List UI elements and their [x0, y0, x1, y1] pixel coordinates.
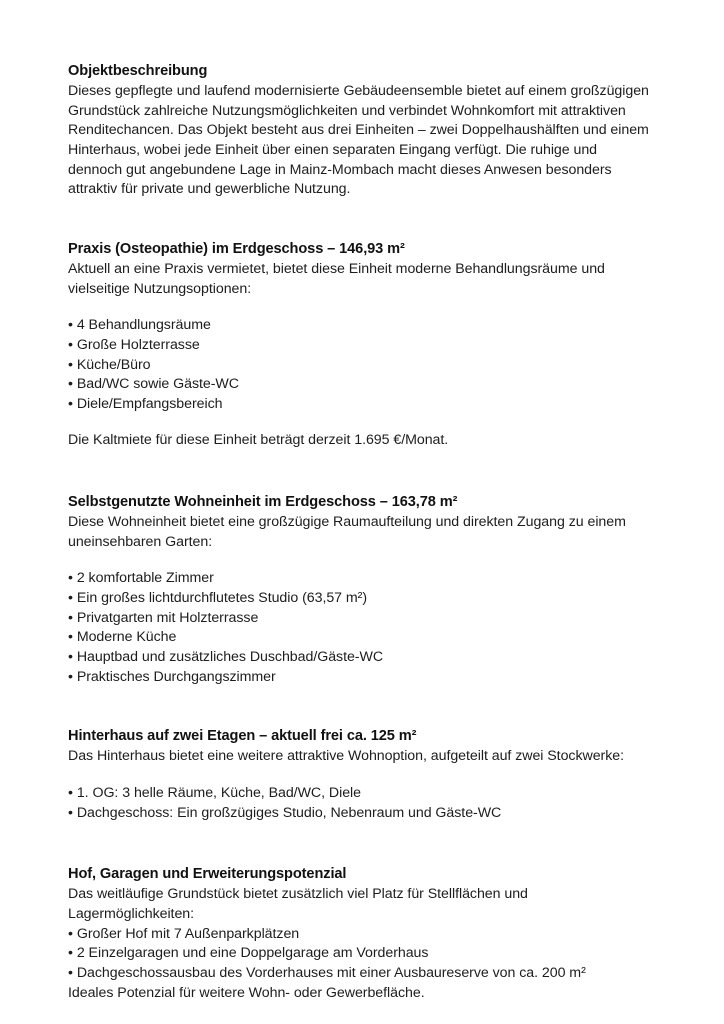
list-item-label: Großer Hof mit 7 Außenparkplätzen — [76, 925, 300, 942]
bullet-icon: • — [68, 804, 73, 821]
spacer — [68, 552, 650, 569]
list-item-label: Dachgeschoss: Ein großzügiges Studio, Nebenraum und Gäste-WC — [76, 804, 502, 821]
section-heading: Hof, Garagen und Erweiterungspotenzial — [68, 866, 347, 883]
section-paragraph: Aktuell an eine Praxis vermietet, bietet diese Einheit moderne Behandlungsräume und vielseitige Nutzungsoptionen: — [68, 260, 605, 297]
list-item — [68, 356, 650, 376]
section-heading: Selbstgenutzte Wohneinheit im Erdgeschoss – 163,78 m² — [68, 494, 458, 511]
list-item — [68, 925, 650, 945]
spacer — [68, 414, 650, 431]
feature-list — [68, 925, 650, 984]
bullet-icon: • — [68, 356, 73, 373]
bullet-icon: • — [68, 336, 73, 353]
bullet-icon: • — [68, 570, 73, 587]
section-paragraph: Das weitläufige Grundstück bietet zusätzlich viel Platz für Stellflächen und Lagermöglichkeiten: — [68, 886, 528, 922]
bullet-icon: • — [68, 964, 73, 981]
list-item — [68, 375, 650, 395]
section-praxis-osteopathie — [68, 240, 650, 451]
feature-list — [68, 784, 650, 823]
spacer — [68, 767, 650, 784]
list-item — [68, 336, 650, 356]
list-item — [68, 964, 650, 984]
bullet-icon: • — [68, 317, 73, 334]
list-item — [68, 628, 650, 648]
list-item-label: Hauptbad und zusätzliches Duschbad/Gäste-WC — [76, 649, 384, 666]
list-item — [68, 395, 650, 415]
list-item-label: Dachgeschossausbau des Vorderhauses mit einer Ausbaureserve von ca. 200 m² — [76, 964, 586, 981]
bullet-icon: • — [68, 945, 73, 962]
list-item — [68, 316, 650, 336]
list-item — [68, 784, 650, 804]
list-item-label: 4 Behandlungsräume — [76, 317, 211, 334]
list-item-label: Privatgarten mit Holzterrasse — [76, 609, 259, 626]
list-item-label: Küche/Büro — [76, 356, 151, 373]
list-item — [68, 609, 650, 629]
list-item — [68, 668, 650, 688]
list-item-label: Große Holzterrasse — [76, 336, 200, 353]
bullet-icon: • — [68, 629, 73, 646]
section-paragraph: Diese Wohneinheit bietet eine großzügige Raumaufteilung und direkten Zugang zu einem uneinsehbaren Garten: — [68, 514, 626, 550]
bullet-icon: • — [68, 784, 73, 801]
bullet-icon: • — [68, 395, 73, 412]
bullet-icon: • — [68, 590, 73, 607]
list-item-label: Diele/Empfangsbereich — [76, 395, 223, 412]
bullet-icon: • — [68, 609, 73, 626]
list-item-label: Bad/WC sowie Gäste-WC — [76, 376, 239, 393]
list-item — [68, 569, 650, 589]
section-heading: Objektbeschreibung — [68, 63, 208, 79]
list-item-label: Praktisches Durchgangszimmer — [76, 668, 276, 685]
section-hof-garagen — [68, 865, 650, 1003]
list-item-label: 2 komfortable Zimmer — [76, 570, 214, 587]
section-closing-note: Die Kaltmiete für diese Einheit beträgt derzeit 1.695 €/Monat. — [68, 432, 449, 449]
bullet-icon: • — [68, 376, 73, 393]
section-paragraph: Dieses gepflegte und laufend modernisierte Gebäudeensemble bietet auf einem großzügigen Grundstück zahlreiche Nutzungsmöglichkeiten und verbindet Wohnkomfort mit attraktiven Renditechancen. Das Objekt besteht aus drei Einheiten – zwei Doppelhaushälften und einem Hinterhaus, wobei jede Einheit über einen separaten Eingang verfügt. Die ruhige und dennoch gut angebundene Lage in Mainz-Mombach macht dieses Anwesen besonders attraktiv für private und gewerbliche Nutzung. — [68, 82, 649, 198]
section-heading: Praxis (Osteopathie) im Erdgeschoss – 146,93 m² — [68, 240, 405, 257]
bullet-icon: • — [68, 668, 73, 685]
list-item-label: Moderne Küche — [76, 629, 177, 646]
list-item — [68, 648, 650, 668]
list-item — [68, 589, 650, 609]
section-selbstgenutzte-wohneinheit — [68, 493, 650, 687]
list-item-label: 1. OG: 3 helle Räume, Küche, Bad/WC, Diele — [76, 784, 361, 801]
spacer — [68, 299, 650, 316]
property-description-document — [68, 62, 650, 1003]
section-objektbeschreibung — [68, 62, 650, 200]
bullet-icon: • — [68, 925, 73, 942]
list-item-label: Ein großes lichtdurchflutetes Studio (63,57 m²) — [76, 590, 368, 607]
section-closing-note: Ideales Potenzial für weitere Wohn- oder Gewerbefläche. — [68, 984, 425, 1001]
list-item — [68, 944, 650, 964]
section-heading: Hinterhaus auf zwei Etagen – aktuell frei ca. 125 m² — [68, 728, 417, 745]
section-hinterhaus — [68, 727, 650, 823]
section-paragraph: Das Hinterhaus bietet eine weitere attraktive Wohnoption, aufgeteilt auf zwei Stockwerke: — [68, 748, 624, 765]
feature-list — [68, 316, 650, 414]
list-item-label: 2 Einzelgaragen und eine Doppelgarage am Vorderhaus — [76, 945, 429, 962]
list-item — [68, 804, 650, 824]
feature-list — [68, 569, 650, 687]
bullet-icon: • — [68, 649, 73, 666]
